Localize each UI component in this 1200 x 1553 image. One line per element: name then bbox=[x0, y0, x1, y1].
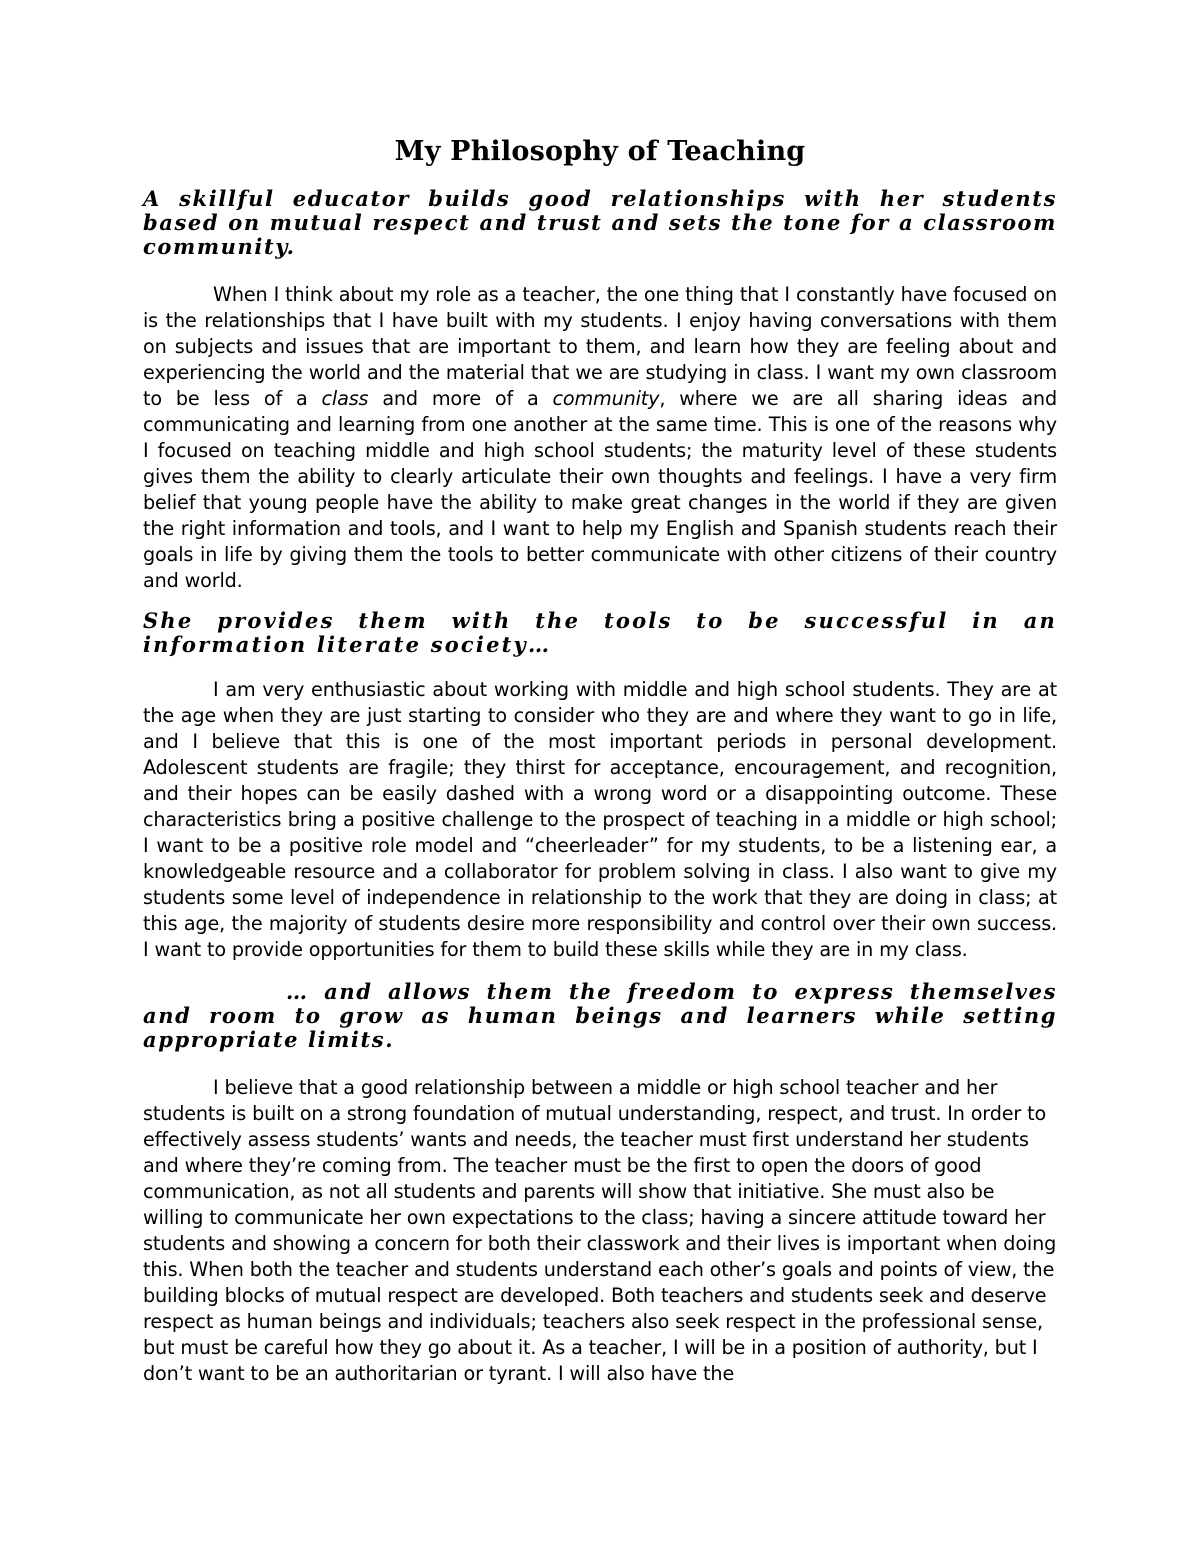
section-heading-2: She provides them with the tools to be successful in an information literate society… bbox=[143, 608, 1057, 657]
paragraph-text: , where we are all sharing ideas and communicating and learning from one another at the same time. This is one of the reasons why I focused on teaching middle and high school students; the maturity level of these students gives them the ability to clearly articulate their own thoughts and feelings. I have a very firm belief that young people have the ability to make great changes in the world if they are given the right information and tools, and I want to help my English and Spanish students reach their goals in life by giving them the tools to better communicate with other citizens of their country and world. bbox=[143, 387, 1057, 592]
section-heading-1: A skillful educator builds good relationships with her students based on mutual respect and trust and sets the tone for a classroom community. bbox=[143, 186, 1057, 259]
body-paragraph-3: I believe that a good relationship between a middle or high school teacher and her students is built on a strong foundation of mutual understanding, respect, and trust. In order to effectively assess students’ wants and needs, the teacher must first understand her students and where they’re coming from. The teacher must be the first to open the doors of good communication, as not all students and parents will show that initiative. She must also be willing to communicate her own expectations to the class; having a sincere attitude toward her students and showing a concern for both their classwork and their lives is important when doing this. When both the teacher and students understand each other’s goals and points of view, the building blocks of mutual respect are developed. Both teachers and students seek and deserve respect as human beings and individuals; teachers also seek respect in the professional sense, but must be careful how they go about it. As a teacher, I will be in a position of authority, but I don’t want to be an authoritarian or tyrant. I will also have the bbox=[143, 1076, 1057, 1385]
section-heading-3: … and allows them the freedom to express themselves and room to grow as human beings and learners while setting appropriate limits. bbox=[143, 979, 1057, 1052]
paragraph-text: and more of a bbox=[368, 387, 553, 410]
paragraph-text: When I think about my role as a teacher, the one thing that I constantly have focused on is the relationships that I have built with my students. I enjoy having conversations with them on subjects and issues that are important to them, and learn how they are feeling about and experiencing the world and the material that we are studying in class. I want my own classroom to be less of a bbox=[143, 283, 1057, 410]
body-paragraph-2: I am very enthusiastic about working with middle and high school students. They are at the age when they are just starting to consider who they are and where they want to go in life, and I believe that this is one of the most important periods in personal development. Adolescent students are fragile; they thirst for acceptance, encouragement, and recognition, and their hopes can be easily dashed with a wrong word or a disappointing outcome. These characteristics bring a positive challenge to the prospect of teaching in a middle or high school; I want to be a positive role model and “cheerleader” for my students, to be a listening ear, a knowledgeable resource and a collaborator for problem solving in class. I also want to give my students some level of independence in relationship to the work that they are doing in class; at this age, the majority of students desire more responsibility and control over their own success. I want to provide opportunities for them to build these skills while they are in my class. bbox=[143, 678, 1057, 961]
emphasis-class: class bbox=[321, 387, 369, 410]
body-paragraph-1 bbox=[143, 282, 1057, 594]
page-title: My Philosophy of Teaching bbox=[394, 136, 806, 167]
emphasis-community: community bbox=[552, 387, 660, 410]
